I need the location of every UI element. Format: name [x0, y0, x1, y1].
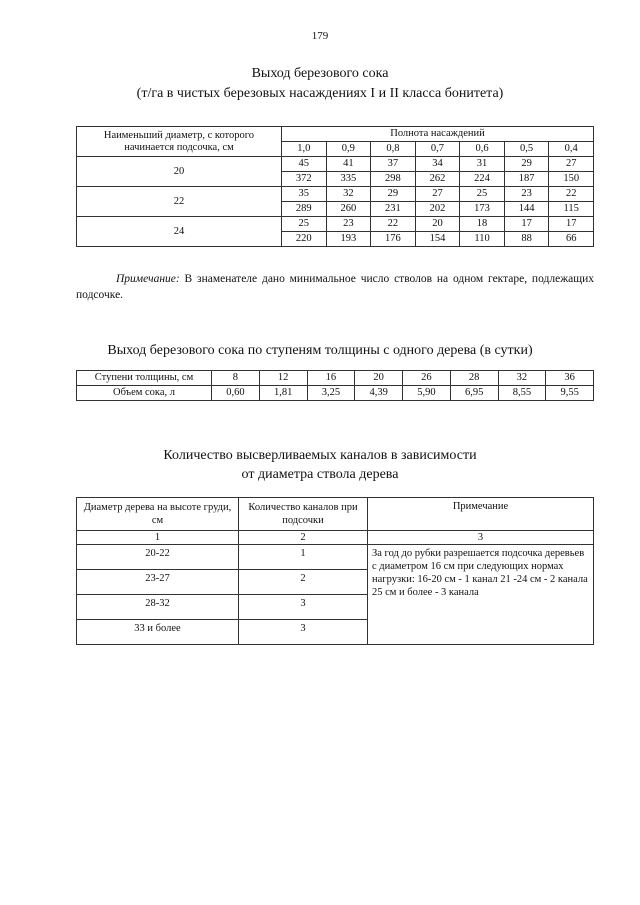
yield-cell: 27 — [549, 157, 594, 172]
trunk-count-cell: 202 — [415, 202, 460, 217]
table-row — [77, 217, 594, 232]
header-tree-diameter: Диаметр дерева на высоте груди, см — [77, 498, 239, 531]
table1-subtitle: (т/га в чистых березовых насаждениях I и II класса бонитета) — [136, 86, 504, 101]
table1-title: Выход березового сока — [251, 66, 389, 81]
thickness-cell: 26 — [403, 371, 451, 386]
thickness-cell: 20 — [355, 371, 403, 386]
header-note: Примечание — [368, 498, 594, 531]
sap-volume-row — [77, 386, 594, 401]
header-channel-count: Количество каналов при подсочки — [239, 498, 368, 531]
yield-cell: 23 — [326, 217, 371, 232]
channel-count-cell: 2 — [239, 570, 368, 595]
channels-note-cell: За год до рубки разрешается подсочка деревьев с диаметром 16 см при следующих нормах нагрузки: 16-20 см - 1 канал 21 -24 см - 2 канала 25 см и более - 3 канала — [368, 545, 594, 645]
col-number-3: 3 — [368, 531, 594, 545]
col-number-1: 1 — [77, 531, 239, 545]
tree-diameter-cell: 20-22 — [77, 545, 239, 570]
trunk-count-cell: 335 — [326, 172, 371, 187]
yield-cell: 20 — [415, 217, 460, 232]
sap-yield-table — [76, 126, 594, 247]
note-label: Примечание: — [116, 273, 180, 285]
yield-cell: 41 — [326, 157, 371, 172]
yield-cell: 25 — [460, 187, 505, 202]
yield-cell: 45 — [282, 157, 327, 172]
sap-per-tree-table — [76, 370, 594, 401]
tree-diameter-cell: 33 и более — [77, 620, 239, 645]
sap-volume-cell: 3,25 — [307, 386, 355, 401]
yield-cell: 27 — [415, 187, 460, 202]
header-min-diameter: Наименьший диаметр, с которого начинается подсочка, см — [77, 127, 282, 157]
density-cell: 0,8 — [371, 142, 416, 157]
table-row — [77, 187, 594, 202]
density-cell: 0,7 — [415, 142, 460, 157]
yield-cell: 23 — [504, 187, 549, 202]
channels-table — [76, 497, 594, 645]
column-number-row — [77, 531, 594, 545]
yield-cell: 37 — [371, 157, 416, 172]
trunk-count-cell: 262 — [415, 172, 460, 187]
density-cell: 0,9 — [326, 142, 371, 157]
trunk-count-cell: 66 — [549, 232, 594, 247]
tree-diameter-cell: 23-27 — [77, 570, 239, 595]
yield-cell: 31 — [460, 157, 505, 172]
table3-subtitle: от диаметра ствола дерева — [241, 467, 399, 482]
sap-volume-cell: 6,95 — [450, 386, 498, 401]
thickness-cell: 8 — [212, 371, 260, 386]
thickness-label: Ступени толщины, см — [77, 371, 212, 386]
trunk-count-cell: 193 — [326, 232, 371, 247]
trunk-count-cell: 187 — [504, 172, 549, 187]
yield-cell: 22 — [549, 187, 594, 202]
thickness-cell: 28 — [450, 371, 498, 386]
col-number-2: 2 — [239, 531, 368, 545]
table-row — [77, 157, 594, 172]
diameter-cell: 20 — [77, 157, 282, 187]
trunk-count-cell: 173 — [460, 202, 505, 217]
trunk-count-cell: 260 — [326, 202, 371, 217]
page-number: 179 — [311, 30, 329, 42]
trunk-count-cell: 220 — [282, 232, 327, 247]
trunk-count-cell: 150 — [549, 172, 594, 187]
diameter-cell: 22 — [77, 187, 282, 217]
trunk-count-cell: 231 — [371, 202, 416, 217]
sap-volume-cell: 9,55 — [546, 386, 594, 401]
sap-volume-cell: 8,55 — [498, 386, 546, 401]
trunk-count-cell: 224 — [460, 172, 505, 187]
sap-volume-cell: 4,39 — [355, 386, 403, 401]
table3-title: Количество высверливаемых каналов в зависимости — [163, 448, 477, 463]
trunk-count-cell: 289 — [282, 202, 327, 217]
trunk-count-cell: 154 — [415, 232, 460, 247]
thickness-cell: 12 — [259, 371, 307, 386]
thickness-cell: 36 — [546, 371, 594, 386]
yield-cell: 29 — [371, 187, 416, 202]
channel-count-cell: 3 — [239, 595, 368, 620]
trunk-count-cell: 115 — [549, 202, 594, 217]
table-row — [77, 545, 594, 570]
trunk-count-cell: 372 — [282, 172, 327, 187]
thickness-cell: 16 — [307, 371, 355, 386]
yield-cell: 32 — [326, 187, 371, 202]
table1-note — [76, 271, 594, 303]
yield-cell: 18 — [460, 217, 505, 232]
trunk-count-cell: 110 — [460, 232, 505, 247]
density-cell: 1,0 — [282, 142, 327, 157]
yield-cell: 29 — [504, 157, 549, 172]
thickness-cell: 32 — [498, 371, 546, 386]
density-cell: 0,4 — [549, 142, 594, 157]
sap-volume-cell: 1,81 — [259, 386, 307, 401]
yield-cell: 17 — [504, 217, 549, 232]
yield-cell: 25 — [282, 217, 327, 232]
header-stand-density: Полнота насаждений — [282, 127, 594, 142]
sap-yield-table-body — [77, 127, 594, 247]
yield-cell: 17 — [549, 217, 594, 232]
note-text: В знаменателе дано минимальное число стволов на одном гектаре, подлежащих подсочке. — [76, 273, 594, 301]
trunk-count-cell: 176 — [371, 232, 416, 247]
table2-title: Выход березового сока по ступеням толщины с одного дерева (в сутки) — [107, 343, 533, 358]
sap-volume-label: Объем сока, л — [77, 386, 212, 401]
sap-volume-cell: 0,60 — [212, 386, 260, 401]
table-header-row — [77, 127, 594, 142]
yield-cell: 22 — [371, 217, 416, 232]
trunk-count-cell: 88 — [504, 232, 549, 247]
diameter-cell: 24 — [77, 217, 282, 247]
yield-cell: 34 — [415, 157, 460, 172]
table-header-row — [77, 498, 594, 531]
channel-count-cell: 1 — [239, 545, 368, 570]
tree-diameter-cell: 28-32 — [77, 595, 239, 620]
density-cell: 0,5 — [504, 142, 549, 157]
density-cell: 0,6 — [460, 142, 505, 157]
yield-cell: 35 — [282, 187, 327, 202]
trunk-count-cell: 298 — [371, 172, 416, 187]
trunk-count-cell: 144 — [504, 202, 549, 217]
thickness-row — [77, 371, 594, 386]
channel-count-cell: 3 — [239, 620, 368, 645]
sap-volume-cell: 5,90 — [403, 386, 451, 401]
